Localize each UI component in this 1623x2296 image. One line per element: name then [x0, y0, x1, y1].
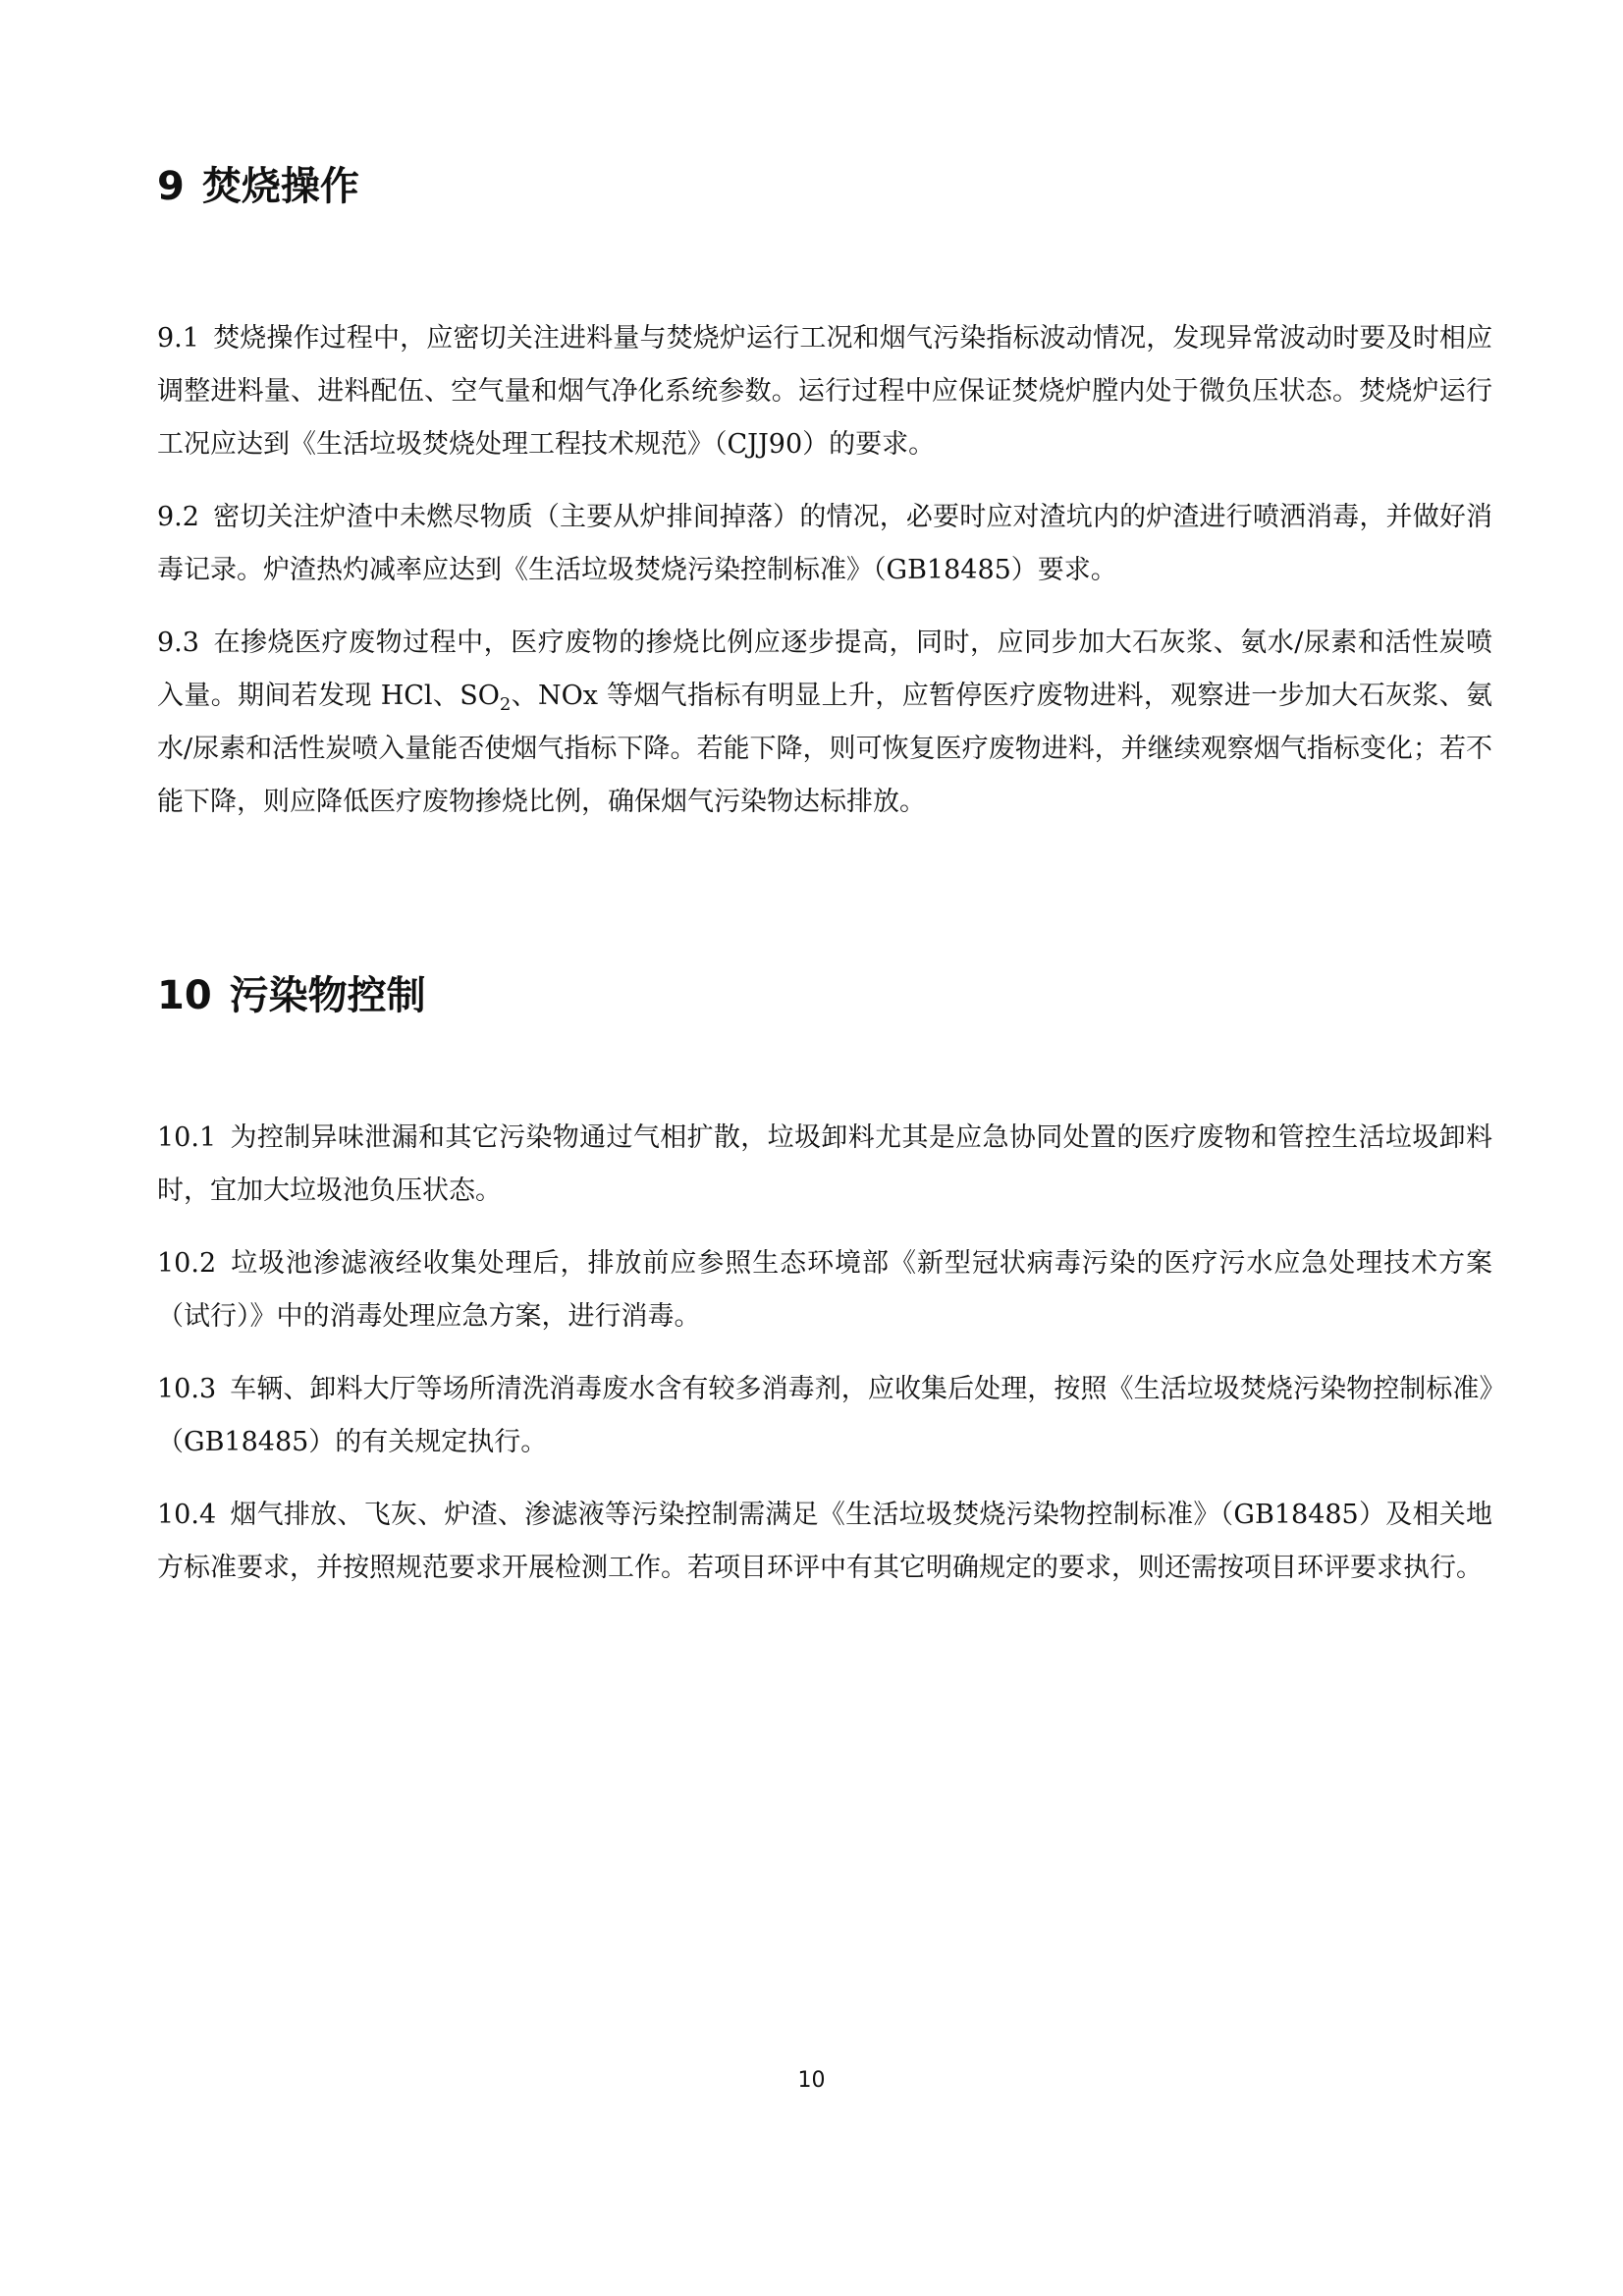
paragraph-text: 烟气排放、飞灰、炉渣、渗滤液等污染控制需满足《生活垃圾焚烧污染物控制标准》（GB18485）及相关地方标准要求，并按照规范要求开展检测工作。若项目环评中有其它明确规定的要求，则还需按项目环评要求执行。 — [157, 1500, 1492, 1583]
section-number: 10 — [157, 973, 212, 1018]
paragraph-10-3 — [157, 1363, 1492, 1469]
paragraph-text: 焚烧操作过程中，应密切关注进料量与焚烧炉运行工况和烟气污染指标波动情况，发现异常波动时要及时相应调整进料量、进料配伍、空气量和烟气净化系统参数。运行过程中应保证焚烧炉膛内处于微负压状态。焚烧炉运行工况应达到《生活垃圾焚烧处理工程技术规范》（CJJ90）的要求。 — [157, 323, 1492, 460]
paragraph-number: 10.4 — [157, 1500, 217, 1530]
paragraph-number: 9.3 — [157, 628, 199, 658]
paragraph-text-part-1: 在掺烧医疗废物过程中，医疗废物的掺烧比例应逐步提高，同时，应同步加大石灰浆、氨水/尿素和活性炭喷入量。期间若发现 HCl、SO — [157, 628, 1492, 711]
section-heading-9 — [157, 157, 1492, 216]
paragraph-9-3 — [157, 617, 1492, 829]
paragraph-10-1 — [157, 1112, 1492, 1218]
page-content — [157, 147, 1492, 1595]
paragraph-text-part-2: 、NOx 等烟气指标有明显上升，应暂停医疗废物进料，观察进一步加大石灰浆、氨水/尿素和活性炭喷入量能否使烟气指标下降。若能下降，则可恢复医疗废物进料，并继续观察烟气指标变化；若不能下降，则应降低医疗废物掺烧比例，确保烟气污染物达标排放。 — [157, 681, 1492, 817]
paragraph-text: 垃圾池渗滤液经收集处理后，排放前应参照生态环境部《新型冠状病毒污染的医疗污水应急处理技术方案（试行）》中的消毒处理应急方案，进行消毒。 — [157, 1248, 1492, 1332]
section-number: 9 — [157, 164, 185, 209]
paragraph-text: 车辆、卸料大厅等场所清洗消毒废水含有较多消毒剂，应收集后处理，按照《生活垃圾焚烧污染物控制标准》（GB18485）的有关规定执行。 — [157, 1374, 1492, 1457]
subscript-2: 2 — [499, 694, 512, 715]
paragraph-10-4 — [157, 1489, 1492, 1595]
paragraph-text: 密切关注炉渣中未燃尽物质（主要从炉排间掉落）的情况，必要时应对渣坑内的炉渣进行喷洒消毒，并做好消毒记录。炉渣热灼减率应达到《生活垃圾焚烧污染控制标准》（GB18485）要求。 — [157, 502, 1492, 585]
paragraph-number: 10.1 — [157, 1122, 217, 1153]
paragraph-9-2 — [157, 491, 1492, 597]
section-title-text: 焚烧操作 — [201, 164, 359, 209]
paragraph-9-1 — [157, 312, 1492, 471]
paragraph-number: 9.1 — [157, 323, 199, 354]
paragraph-number: 9.2 — [157, 502, 199, 532]
paragraph-number: 10.3 — [157, 1374, 217, 1404]
paragraph-text: 为控制异味泄漏和其它污染物通过气相扩散，垃圾卸料尤其是应急协同处置的医疗废物和管控生活垃圾卸料时，宜加大垃圾池负压状态。 — [157, 1122, 1492, 1206]
page-number: 10 — [797, 2068, 826, 2093]
section-title-text: 污染物控制 — [229, 973, 426, 1018]
section-heading-10 — [157, 966, 1492, 1025]
paragraph-10-2 — [157, 1237, 1492, 1343]
paragraph-number: 10.2 — [157, 1248, 217, 1279]
